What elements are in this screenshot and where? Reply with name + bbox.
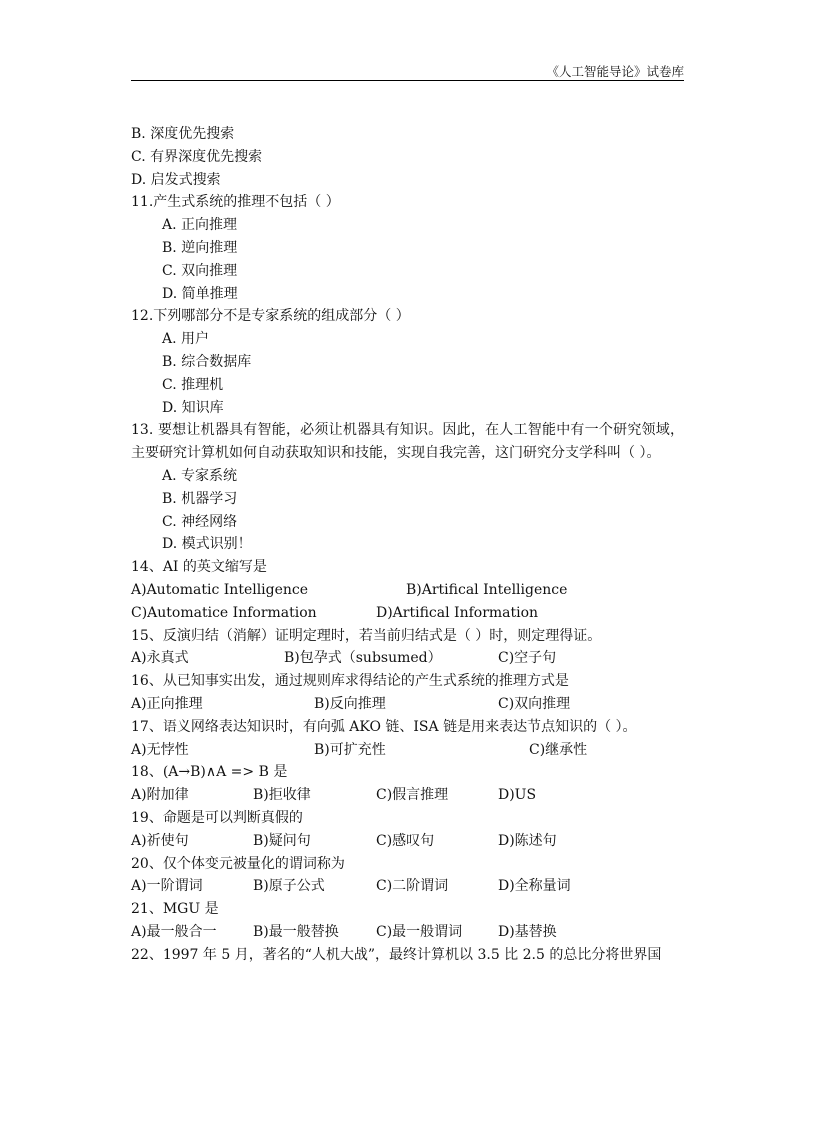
- option-row: [131, 921, 691, 944]
- option-c: C)二阶谓词: [376, 878, 449, 895]
- option-line: B. 机器学习: [162, 490, 238, 507]
- option-row: [131, 784, 691, 807]
- option-c: C)继承性: [529, 741, 588, 758]
- question-stem: 22、1997 年 5 月，著名的“人机大战”，最终计算机以 3.5 比 2.5 的总比分将世界国: [131, 946, 662, 963]
- option-b: B)最一般替换: [253, 923, 339, 940]
- option-line: D. 简单推理: [162, 285, 238, 302]
- option-line: C. 双向推理: [162, 262, 238, 279]
- question-stem: 16、从已知事实出发，通过规则库求得结论的产生式系统的推理方式是: [131, 673, 569, 690]
- question-stem: 13. 要想让机器具有智能，必须让机器具有知识。因此，在人工智能中有一个研究领域，主要研究计算机如何自动获取知识和技能，实现自我完善，这门研究分支学科叫（ ）。: [131, 422, 684, 462]
- option-b: B)原子公式: [253, 878, 325, 895]
- option-line: C. 推理机: [162, 376, 224, 393]
- option-line: C. 有界深度优先搜索: [131, 148, 263, 165]
- option-a: A)一阶谓词: [131, 878, 203, 895]
- question-stem: 11.产生式系统的推理不包括（ ）: [131, 194, 340, 211]
- option-d: D)US: [498, 787, 537, 804]
- option-a: A)附加律: [131, 787, 189, 804]
- option-c: C)感叹句: [376, 832, 435, 849]
- option-line: A. 专家系统: [162, 467, 238, 484]
- option-line: C. 神经网络: [162, 513, 238, 530]
- option-d: D)Artifical Information: [376, 604, 539, 621]
- option-line: A. 用户: [162, 331, 210, 348]
- option-line: D. 启发式搜索: [131, 171, 221, 188]
- option-row: [131, 875, 691, 898]
- option-a: A)正向推理: [131, 695, 203, 712]
- option-b: B)疑问句: [253, 832, 311, 849]
- question-stem: 19、命题是可以判断真假的: [131, 809, 303, 826]
- question-stem: 21、MGU 是: [131, 901, 219, 918]
- option-line: A. 正向推理: [162, 217, 238, 234]
- option-line: B. 综合数据库: [162, 353, 252, 370]
- option-b: B)可扩充性: [314, 741, 386, 758]
- option-line: B. 深度优先搜索: [131, 126, 235, 142]
- option-a: A)最一般合一: [131, 923, 217, 940]
- option-line: B. 逆向推理: [162, 239, 238, 256]
- option-d: D)陈述句: [498, 832, 557, 849]
- question-stem: 17、语义网络表达知识时，有向弧 AKO 链、ISA 链是用来表达节点知识的（ ）。: [131, 718, 637, 735]
- option-b: B)Artifical Intelligence: [406, 581, 568, 598]
- option-c: C)Automatice Information: [131, 604, 317, 621]
- option-b: B)反向推理: [314, 695, 386, 712]
- option-line: D. 知识库: [162, 399, 224, 416]
- option-c: C)空子句: [498, 650, 557, 667]
- option-row: [131, 830, 691, 853]
- question-stem: 18、(A→B)∧A => B 是: [131, 764, 288, 781]
- option-d: D)全称量词: [498, 878, 571, 895]
- option-c: C)最一般谓词: [376, 923, 463, 940]
- option-a: A)祈使句: [131, 832, 189, 849]
- option-line: D. 模式识别！: [162, 536, 252, 553]
- option-row: [131, 647, 691, 670]
- option-row: [131, 602, 691, 625]
- option-row: [131, 693, 691, 716]
- option-c: C)假言推理: [376, 787, 449, 804]
- page-header-title: 《人工智能导论》试卷库: [546, 64, 684, 79]
- question-stem: 20、仅个体变元被量化的谓词称为: [131, 855, 345, 872]
- question-stem: 15、反演归结（消解）证明定理时，若当前归结式是（ ）时，则定理得证。: [131, 627, 602, 644]
- option-b: B)拒收律: [253, 787, 311, 804]
- option-c: C)双向推理: [498, 695, 571, 712]
- option-d: D)基替换: [498, 923, 557, 940]
- option-a: A)Automatic Intelligence: [131, 581, 309, 598]
- question-list: [131, 123, 691, 966]
- option-row: [131, 579, 691, 602]
- question-stem: 14、AI 的英文缩写是: [131, 559, 267, 576]
- option-b: B)包孕式（subsumed）: [284, 650, 442, 667]
- option-a: A)无悖性: [131, 741, 189, 758]
- question-stem: 12.下列哪部分不是专家系统的组成部分（ ）: [131, 308, 410, 325]
- option-a: A)永真式: [131, 650, 189, 667]
- header-rule: [131, 80, 684, 81]
- option-row: [131, 739, 691, 762]
